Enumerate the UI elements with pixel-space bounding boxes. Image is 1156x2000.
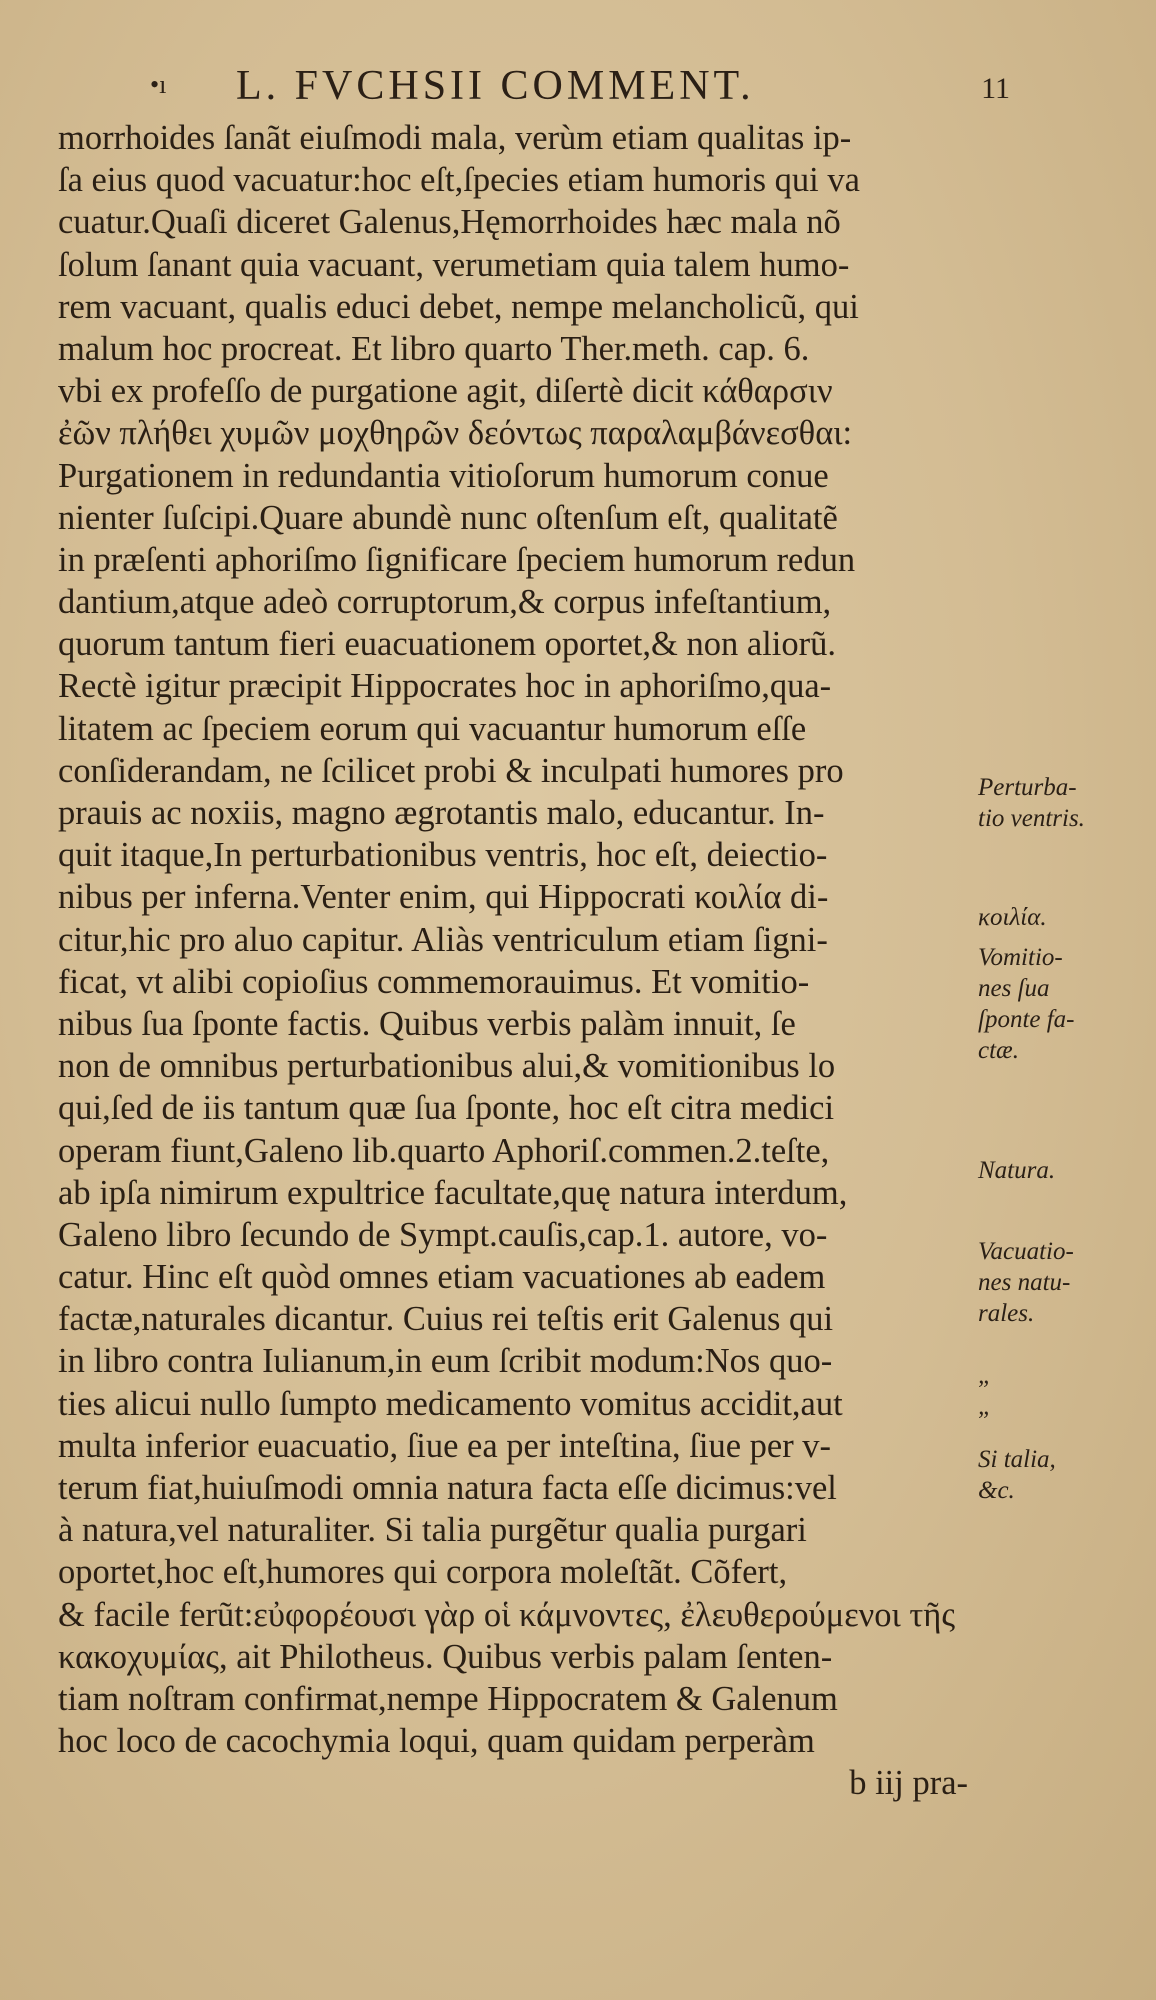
margin-note: Natura.	[978, 1157, 1056, 1184]
text-line: oportet,hoc eſt,humores qui corpora moleſtãt. Cõfert,	[58, 1553, 788, 1592]
text-line: Purgationem in redundantia vitioſorum humorum conue	[58, 456, 829, 495]
text-line: factæ,naturales dicantur. Cuius rei teſtis erit Galenus qui	[58, 1300, 834, 1339]
text-line: ab ipſa nimirum expultrice facultate,quę natura interdum,	[58, 1173, 848, 1212]
running-title: L. FVCHSII COMMENT.	[236, 63, 755, 109]
text-line: Galeno libro ſecundo de Sympt.cauſis,cap.1. autore, vo-	[58, 1215, 828, 1254]
text-line: in libro contra Iulianum,in eum ſcribit modum:Nos quo-	[58, 1342, 833, 1381]
text-line: vbi ex profeſſo de purgatione agit, diſertè dicit κάθαρσιν	[58, 372, 833, 411]
text-line: litatem ac ſpeciem eorum qui vacuantur humorum eſſe	[58, 709, 807, 748]
text-line: ties alicui nullo ſumpto medicamento vomitus accidit,aut	[58, 1384, 843, 1423]
text-line: morrhoides ſanãt eiuſmodi mala, verùm etiam qualitas ip-	[58, 119, 852, 157]
text-line: prauis ac noxiis, magno ægrotantis malo, educantur. In-	[58, 794, 825, 832]
margin-note: κοιλία.	[978, 904, 1047, 931]
text-line: quit itaque,In perturbationibus ventris, hoc eſt, deiectio-	[58, 836, 828, 875]
text-line: nibus ſua ſponte factis. Quibus verbis palàm innuit, ſe	[58, 1004, 796, 1043]
text-line: non de omnibus perturbationibus alui,& vomitionibus lo	[58, 1047, 836, 1086]
page-number: 11	[981, 72, 1010, 105]
text-line: operam fiunt,Galeno lib.quarto Aphoriſ.commen.2.teſte,	[58, 1131, 830, 1170]
margin-note: Vacuatio- nes natu- rales.	[978, 1238, 1074, 1327]
text-line: rem vacuant, qualis educi debet, nempe melancholicũ, qui	[58, 287, 859, 326]
page-header	[150, 62, 1010, 118]
greek-text-line: & facile ferũt:εὐφορέουσι γὰρ οἱ κάμνοντες, ἐλευθερούμενοι τῆς	[58, 1595, 955, 1634]
text-line: cuatur.Quaſi diceret Galenus,Hęmorrhoides hæc mala nõ	[58, 203, 841, 242]
text-line: Rectè igitur præcipit Hippocrates hoc in aphoriſmo,qua-	[58, 667, 832, 706]
text-line: in præſenti aphoriſmo ſignificare ſpeciem humorum redun	[58, 540, 856, 579]
text-line: nienter ſuſcipi.Quare abundè nunc oſtenſum eſt, qualitatẽ	[58, 498, 838, 537]
header-ornament: •ı	[150, 70, 167, 99]
text-line: citur,hic pro aluo capitur. Aliàs ventriculum etiam ſigni-	[58, 920, 828, 959]
text-line: tiam noſtram confirmat,nempe Hippocratem & Galenum	[58, 1679, 838, 1718]
margin-note: Perturba- tio ventris.	[978, 774, 1085, 832]
greek-text-line: ἐῶν πλήθει χυμῶν μοχθηρῶν δεόντως παραλαμβάνεσθαι:	[58, 414, 853, 453]
text-line: quorum tantum fieri euacuationem oportet,& non aliorũ.	[58, 625, 836, 664]
text-line: ficat, vt alibi copioſius commemorauimus. Et vomitio-	[58, 962, 810, 1001]
text-line: hoc loco de cacochymia loqui, quam quidam perperàm	[58, 1722, 815, 1761]
text-line: κακοχυμίας, ait Philotheus. Quibus verbis palam ſenten-	[58, 1637, 833, 1676]
text-line: ſolum ſanant quia vacuant, verumetiam quia talem humo-	[58, 245, 850, 284]
text-line: terum fiat,huiuſmodi omnia natura facta eſſe dicimus:vel	[58, 1469, 837, 1507]
text-line: à natura,vel naturaliter. Si talia purgẽtur qualia purgari	[58, 1511, 807, 1550]
text-line: dantium,atque adeò corruptorum,& corpus infeſtantium,	[58, 583, 832, 622]
text-line: ſa eius quod vacuatur:hoc eſt,ſpecies etiam humoris qui va	[58, 161, 860, 200]
text-line: multa inferior euacuatio, ſiue ea per inteſtina, ſiue per v-	[58, 1426, 832, 1465]
catchword-line: b iij pra-	[849, 1764, 968, 1803]
margin-note: „ „	[978, 1362, 992, 1420]
text-line: malum hoc procreat. Et libro quarto Ther.meth. cap. 6.	[58, 329, 810, 368]
main-text-block	[58, 117, 978, 1805]
text-line: qui,ſed de iis tantum quæ ſua ſponte, hoc eſt citra medici	[58, 1089, 835, 1128]
margin-note: Si talia, &c.	[978, 1446, 1056, 1504]
text-line: catur. Hinc eſt quòd omnes etiam vacuationes ab eadem	[58, 1258, 826, 1297]
text-line: conſiderandam, ne ſcilicet probi & inculpati humores pro	[58, 751, 844, 790]
text-line: nibus per inferna.Venter enim, qui Hippocrati κοιλία di-	[58, 878, 829, 917]
margin-note: Vomitio- nes ſua ſponte fa- ctæ.	[978, 944, 1075, 1064]
